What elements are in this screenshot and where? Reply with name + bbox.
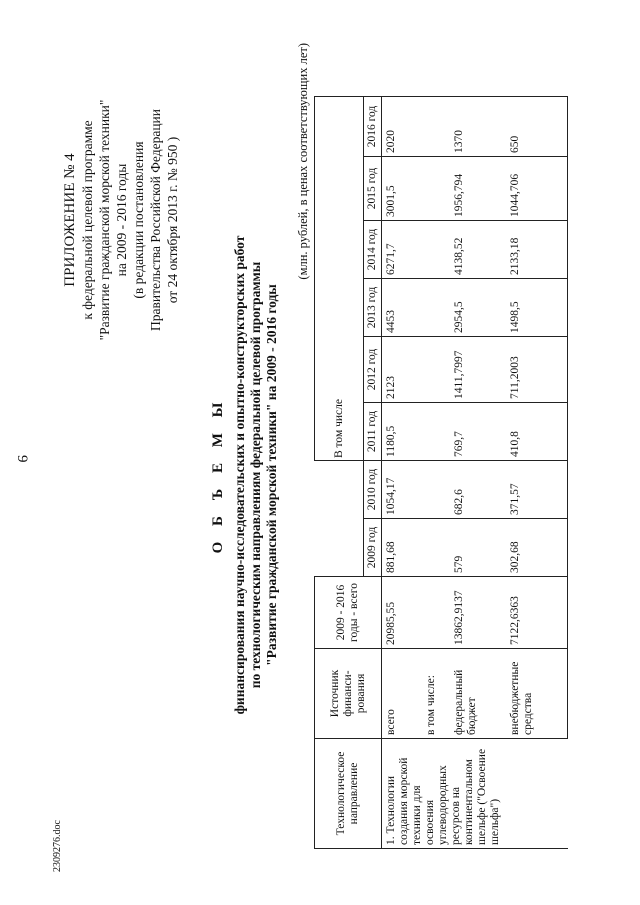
funding-table: [314, 96, 568, 849]
title-line: финансирования научно-исследовательских и опытно-конструкторских работ: [232, 235, 247, 715]
value-cell: 1370: [450, 97, 506, 157]
appendix-line: от 24 октября 2013 г. № 950 ): [165, 136, 180, 304]
value-cell: [422, 337, 450, 403]
document-title: [210, 125, 280, 825]
value-cell: 1956,794: [450, 157, 506, 221]
value-cell: 410,8: [506, 403, 568, 461]
appendix-line: "Развитие гражданской морской техники": [97, 99, 112, 341]
units-note: (млн. рублей, в ценах соответствующих лет): [296, 43, 310, 280]
value-cell: [422, 221, 450, 279]
value-cell: 371,57: [506, 461, 568, 519]
header-year-2013: 2013 год: [364, 279, 382, 337]
value-cell: [422, 519, 450, 577]
source-cell: в том числе:: [422, 649, 450, 739]
source-cell: всего: [382, 649, 422, 739]
appendix-line: Правительства Российской Федерации: [148, 109, 163, 331]
header-year-2010: 2010 год: [364, 461, 382, 519]
total-cell: 13862,9137: [450, 577, 506, 649]
value-cell: 682,6: [450, 461, 506, 519]
header-year-2016: 2016 год: [364, 97, 382, 157]
value-cell: 2133,18: [506, 221, 568, 279]
document-sheet: [60, 35, 620, 865]
value-cell: 4138,52: [450, 221, 506, 279]
appendix-title: ПРИЛОЖЕНИЕ № 4: [62, 153, 78, 287]
value-cell: 2020: [382, 97, 422, 157]
value-cell: [422, 279, 450, 337]
value-cell: 769,7: [450, 403, 506, 461]
header-year-2009: 2009 год: [364, 519, 382, 577]
title-line: по технологическим направлениям федеральной целевой программы: [248, 261, 263, 689]
header-year-2011: 2011 год: [364, 403, 382, 461]
value-cell: 1044,706: [506, 157, 568, 221]
source-cell: федеральный бюджет: [450, 649, 506, 739]
value-cell: 1180,5: [382, 403, 422, 461]
appendix-line: к федеральной целевой программе: [80, 120, 95, 320]
value-cell: 579: [450, 519, 506, 577]
header-source: Источник финанси-рования: [315, 649, 382, 739]
total-cell: 7122,6363: [506, 577, 568, 649]
value-cell: 711,2003: [506, 337, 568, 403]
value-cell: [422, 461, 450, 519]
page-number: 9: [14, 455, 30, 463]
value-cell: 302,68: [506, 519, 568, 577]
value-cell: 1498,5: [506, 279, 568, 337]
header-direction: Технологическое направление: [315, 739, 382, 849]
value-cell: 4453: [382, 279, 422, 337]
title-heading: О Б Ъ Е М Ы: [210, 396, 226, 554]
file-name: 2309276.doc: [52, 820, 63, 872]
source-cell: внебюджетные средства: [506, 649, 568, 739]
header-total: 2009 - 2016 годы - всего: [315, 577, 382, 649]
value-cell: 650: [506, 97, 568, 157]
title-line: "Развитие гражданской морской техники" на 2009 - 2016 годы: [264, 284, 279, 666]
header-year-2015: 2015 год: [364, 157, 382, 221]
total-cell: [422, 577, 450, 649]
direction-cell: 1. Технологии создания морской техники для освоения углеводородных ресурсов на континентальном шельфе ("Освоение шельфа"): [382, 739, 568, 849]
value-cell: [422, 97, 450, 157]
header-year-2012: 2012 год: [364, 337, 382, 403]
header-spacer: [315, 461, 364, 577]
value-cell: 3001,5: [382, 157, 422, 221]
total-cell: 20985,55: [382, 577, 422, 649]
appendix-line: на 2009 - 2016 годы: [114, 163, 129, 277]
header-year-2014: 2014 год: [364, 221, 382, 279]
value-cell: [422, 403, 450, 461]
value-cell: 1054,17: [382, 461, 422, 519]
header-in-that-number: В том числе: [315, 97, 364, 461]
value-cell: 6271,7: [382, 221, 422, 279]
value-cell: [422, 157, 450, 221]
value-cell: 2123: [382, 337, 422, 403]
value-cell: 2954,5: [450, 279, 506, 337]
value-cell: 881,68: [382, 519, 422, 577]
appendix-block: [62, 55, 181, 385]
appendix-line: (в редакции постановления: [131, 141, 146, 299]
value-cell: 1411,7997: [450, 337, 506, 403]
